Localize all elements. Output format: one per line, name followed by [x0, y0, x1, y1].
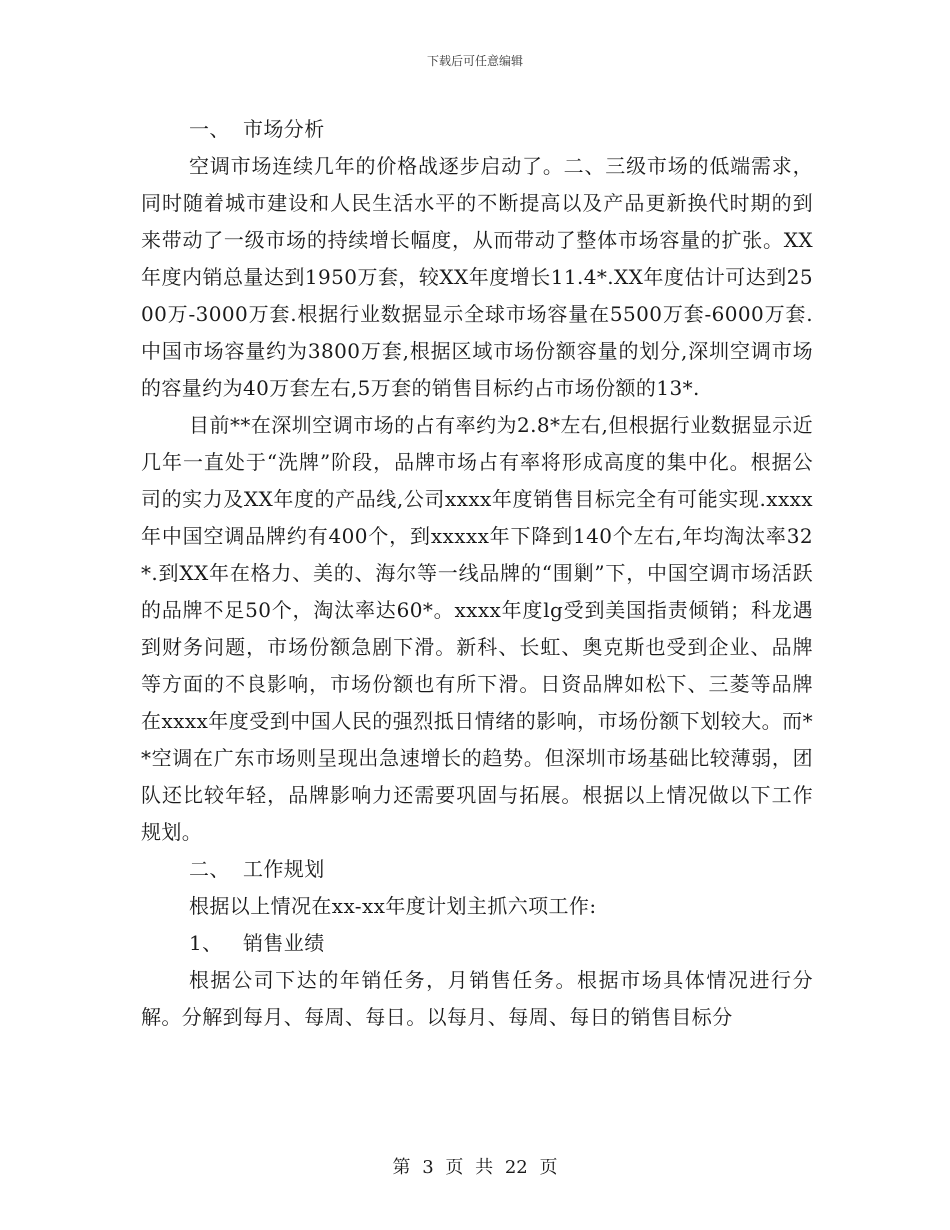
section-heading-market-analysis	[141, 111, 813, 148]
heading-title: 销售业绩	[243, 931, 325, 955]
heading-number: 1、	[189, 931, 223, 955]
page-header: 下载后可任意编辑	[426, 54, 523, 68]
heading-title: 市场分析	[243, 117, 325, 141]
paragraph-plan-intro: 根据以上情况在xx-xx年度计划主抓六项工作:	[189, 894, 597, 918]
heading-number: 一、	[189, 117, 230, 141]
section-heading-sales-performance	[141, 925, 813, 962]
paragraph-market-overview: 空调市场连续几年的价格战逐步启动了。二、三级市场的低端需求，同时随着城市建设和人民生活水平的不断提高以及产品更新换代时期的到来带动了一级市场的持续增长幅度，从而带动了整体市场容量的扩张。XX年度内销总量达到1950万套，较XX年度增长11.4*.XX年度估计可达到2500万-3000万套.根据行业数据显示全球市场容量在5500万套-6000万套.中国市场容量约为3800万套,根据区域市场份额容量的划分,深圳空调市场的容量约为40万套左右,5万套的销售目标约占市场份额的13*.	[141, 154, 813, 400]
document-body	[141, 111, 813, 1036]
section-heading-work-plan	[141, 851, 813, 888]
page-footer: 第 3 页 共 22 页	[392, 1157, 558, 1178]
paragraph-market-share: 目前**在深圳空调市场的占有率约为2.8*左右,但根据行业数据显示近几年一直处于“洗牌”阶段，品牌市场占有率将形成高度的集中化。根据公司的实力及XX年度的产品线,公司xxxx年度销售目标完全有可能实现.xxxx年中国空调品牌约有400个，到xxxxx年下降到140个左右,年均淘汰率32*.到XX年在格力、美的、海尔等一线品牌的“围剿”下，中国空调市场活跃的品牌不足50个，淘汰率达60*。xxxx年度lg受到美国指责倾销；科龙遇到财务问题，市场份额急剧下滑。新科、长虹、奥克斯也受到企业、品牌等方面的不良影响，市场份额也有所下滑。日资品牌如松下、三菱等品牌在xxxx年度受到中国人民的强烈抵日情绪的影响，市场份额下划较大。而**空调在广东市场则呈现出急速增长的趋势。但深圳市场基础比较薄弱，团队还比较年轻，品牌影响力还需要巩固与拓展。根据以上情况做以下工作规划。	[141, 413, 813, 844]
heading-number: 二、	[189, 857, 230, 881]
heading-title: 工作规划	[243, 857, 325, 881]
paragraph-sales-targets: 根据公司下达的年销任务，月销售任务。根据市场具体情况进行分解。分解到每月、每周、每日。以每月、每周、每日的销售目标分	[141, 968, 813, 1029]
